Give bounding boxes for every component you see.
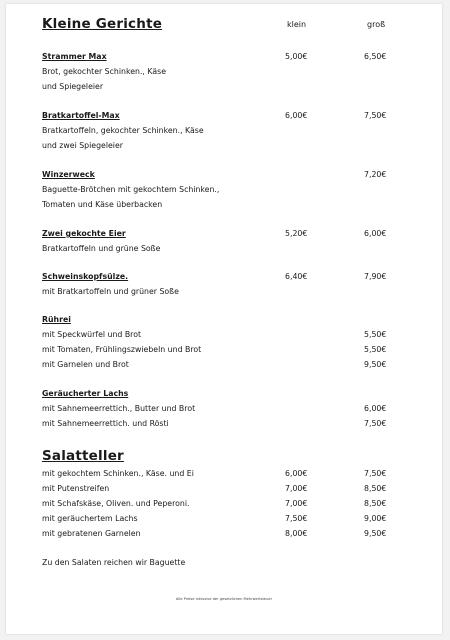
item-variant: mit Sahnemeerrettich. und Rösti bbox=[42, 419, 169, 428]
item-variant: mit Garnelen und Brot bbox=[42, 360, 129, 369]
price-small: 5,00€ bbox=[285, 52, 308, 61]
menu-page bbox=[6, 4, 442, 634]
item-description: Brot, gekochter Schinken., Käse bbox=[42, 67, 166, 76]
salad-row: mit Schafskäse, Oliven. und Peperoni. bbox=[42, 499, 190, 508]
price-small: 7,00€ bbox=[285, 484, 308, 493]
price-small: 6,40€ bbox=[285, 272, 308, 281]
item-description: Bratkartoffeln und grüne Soße bbox=[42, 244, 161, 253]
item-description: Bratkartoffeln, gekochter Schinken., Käse bbox=[42, 126, 204, 135]
item-title-ruehrei: Rührei bbox=[42, 315, 71, 324]
item-title-schweinskopfsuelze: Schweinskopfsülze. bbox=[42, 272, 129, 281]
item-title-strammer-max: Strammer Max bbox=[42, 52, 107, 61]
price-large: 7,50€ bbox=[364, 111, 387, 120]
column-header-klein: klein bbox=[287, 20, 307, 29]
price-large: 8,50€ bbox=[364, 484, 387, 493]
item-title-zwei-gekochte-eier: Zwei gekochte Eier bbox=[42, 229, 126, 238]
section-title-salatteller: Salatteller bbox=[42, 448, 124, 464]
item-description: mit Bratkartoffeln und grüner Soße bbox=[42, 287, 179, 296]
price-large: 9,00€ bbox=[364, 514, 387, 523]
price-small: 7,00€ bbox=[285, 499, 308, 508]
price-large: 6,00€ bbox=[364, 229, 387, 238]
salad-note: Zu den Salaten reichen wir Baguette bbox=[42, 558, 186, 567]
price-large: 7,20€ bbox=[364, 170, 387, 179]
item-title-bratkartoffel-max: Bratkartoffel-Max bbox=[42, 111, 120, 120]
column-header-gross: groß bbox=[367, 20, 386, 29]
item-variant: mit Sahnemeerrettich., Butter und Brot bbox=[42, 404, 196, 413]
salad-row: mit geräuchertem Lachs bbox=[42, 514, 138, 523]
section-title-kleine-gerichte: Kleine Gerichte bbox=[42, 16, 163, 32]
price-large: 6,00€ bbox=[364, 404, 387, 413]
item-description: Baguette-Brötchen mit gekochtem Schinken., bbox=[42, 185, 220, 194]
price-large: 7,50€ bbox=[364, 469, 387, 478]
price-large: 9,50€ bbox=[364, 360, 387, 369]
salad-row: mit Putenstreifen bbox=[42, 484, 110, 493]
item-description: und zwei Spiegeleier bbox=[42, 141, 123, 150]
item-title-geraeucherter-lachs: Geräucherter Lachs bbox=[42, 389, 129, 398]
price-large: 6,50€ bbox=[364, 52, 387, 61]
item-title-winzerweck: Winzerweck bbox=[42, 170, 95, 179]
price-large: 9,50€ bbox=[364, 529, 387, 538]
price-large: 7,50€ bbox=[364, 419, 387, 428]
price-large: 5,50€ bbox=[364, 345, 387, 354]
item-variant: mit Tomaten, Frühlingszwiebeln und Brot bbox=[42, 345, 202, 354]
price-small: 7,50€ bbox=[285, 514, 308, 523]
price-large: 5,50€ bbox=[364, 330, 387, 339]
price-small: 6,00€ bbox=[285, 111, 308, 120]
price-small: 8,00€ bbox=[285, 529, 308, 538]
vat-footer: Alle Preise inklusive der gesetzlichen Mehrwertsteuer bbox=[175, 597, 273, 601]
item-variant: mit Speckwürfel und Brot bbox=[42, 330, 142, 339]
price-large: 8,50€ bbox=[364, 499, 387, 508]
salad-row: mit gebratenen Garnelen bbox=[42, 529, 141, 538]
price-small: 6,00€ bbox=[285, 469, 308, 478]
price-large: 7,90€ bbox=[364, 272, 387, 281]
item-description: Tomaten und Käse überbacken bbox=[42, 200, 163, 209]
item-description: und Spiegeleier bbox=[42, 82, 104, 91]
price-small: 5,20€ bbox=[285, 229, 308, 238]
salad-row: mit gekochtem Schinken., Käse. und Ei bbox=[42, 469, 194, 478]
